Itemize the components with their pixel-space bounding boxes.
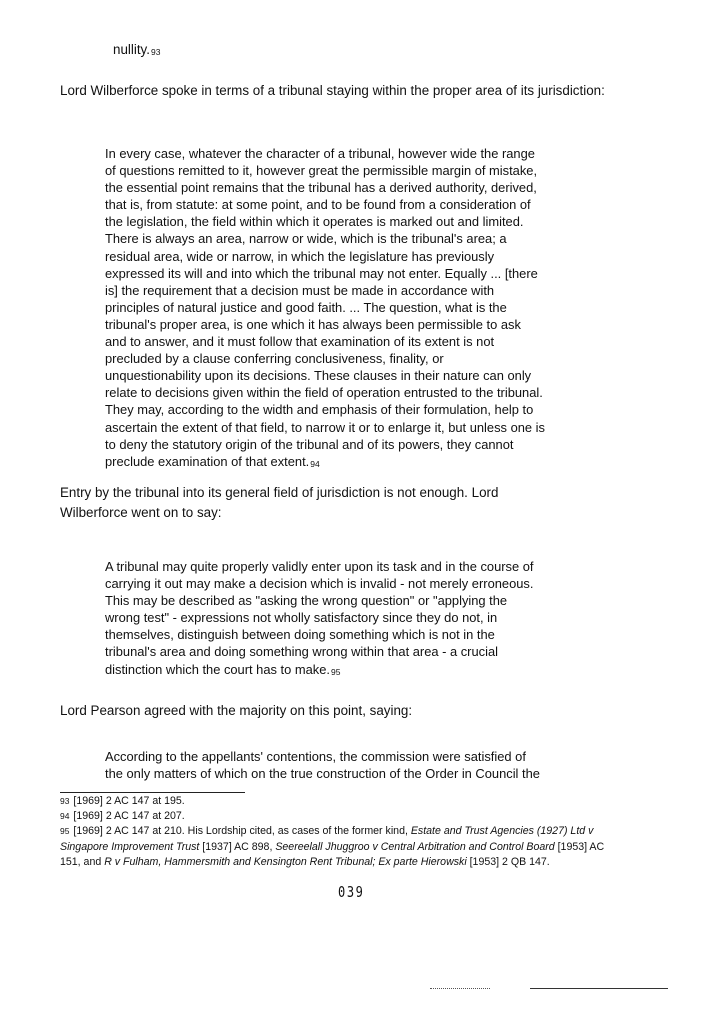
footnote-text: [1969] 2 AC 147 at 207. xyxy=(73,810,185,823)
footnotes xyxy=(60,794,625,870)
quote-last-line xyxy=(105,453,619,473)
footnote-95 xyxy=(60,824,625,870)
footnote-separator xyxy=(60,792,245,793)
quote-line: There is always an area, narrow or wide, which is the tribunal's area; a xyxy=(105,231,507,247)
footnote-text: [1969] 2 AC 147 at 210. His Lordship cited, as cases of the former kind, xyxy=(73,825,411,838)
quote-line: the legislation, the field within which it operates is marked out and limited. xyxy=(105,214,524,230)
quote-line: precluded by a clause conferring conclusiveness, finality, or xyxy=(105,351,444,367)
case-citation: Seereelall Jhuggroo v Central Arbitration and Control Board xyxy=(275,840,555,853)
top-fragment xyxy=(113,40,160,62)
intro-pearson-text: Lord Pearson agreed with the majority on this point, saying: xyxy=(60,703,413,718)
footnote-93 xyxy=(60,794,625,809)
quote-line: the only matters of which on the true construction of the Order in Council the xyxy=(105,766,540,782)
intro-paragraph-entry xyxy=(60,483,620,523)
quote-line: of questions remitted to it, however great the permissible margin of mistake, xyxy=(105,163,538,179)
intro-paragraph-wilberforce xyxy=(60,80,615,101)
footnote-text: [1953] 2 QB 147. xyxy=(466,855,550,868)
page-number: 039 xyxy=(338,883,365,901)
quote-line: They may, according to the width and emphasis of their formulation, help to xyxy=(105,402,534,418)
footnote-ref-94: 94 xyxy=(310,458,320,469)
footnote-number: 93 xyxy=(60,796,70,806)
intro-entry-line-1: Entry by the tribunal into its general field of jurisdiction is not enough. Lord xyxy=(60,485,499,500)
footnote-number: 95 xyxy=(60,826,70,837)
quote-line: the essential point remains that the tribunal has a derived authority, derived, xyxy=(105,180,537,196)
quote-line: tribunal's area and doing something wrong within that area - a crucial xyxy=(105,644,498,660)
quote-line: ascertain the extent of that field, to narrow it or to enlarge it, but unless one is xyxy=(105,419,545,435)
quote-line: themselves, distinguish between doing something which is not in the xyxy=(105,627,495,643)
footnote-number: 94 xyxy=(60,811,70,822)
scan-artifact-line xyxy=(430,988,490,989)
footnote-text: [1969] 2 AC 147 at 195. xyxy=(73,795,185,807)
quote-line: This may be described as "asking the wrong question" or "applying the xyxy=(105,593,508,609)
footnote-text: [1953] AC 151, and xyxy=(60,840,605,868)
quote-line: unquestionability upon its decisions. These clauses in their nature can only xyxy=(105,368,532,384)
quote-last-line xyxy=(105,661,619,681)
top-fragment-text: nullity. xyxy=(113,42,150,57)
quote-line: wrong test" - expressions not wholly satisfactory since they do not, in xyxy=(105,610,498,626)
footnote-ref-95: 95 xyxy=(330,666,341,677)
intro-wilberforce-text: Lord Wilberforce spoke in terms of a tribunal staying within the proper area of its jurisdiction: xyxy=(60,83,605,98)
scan-artifact-line xyxy=(530,988,668,989)
quote-line: tribunal's proper area, is one which it has always been permissible to ask xyxy=(105,316,521,332)
quote-line: distinction which the court has to make. xyxy=(105,661,330,677)
quote-line: expressed its will and into which the tribunal may not enter. Equally ... [there xyxy=(105,265,538,281)
block-quote-wilberforce-2 xyxy=(105,558,619,681)
quote-line: A tribunal may quite properly validly enter upon its task and in the course of xyxy=(105,559,534,574)
footnote-text: [1937] AC 898, xyxy=(199,840,276,853)
case-citation: R v Fulham, Hammersmith and Kensington Rent Tribunal; Ex parte Hierowski xyxy=(104,855,467,868)
quote-line: preclude examination of that extent. xyxy=(105,453,310,469)
quote-line: According to the appellants' contentions, the commission were satisfied of xyxy=(105,749,526,764)
quote-line: principles of natural justice and good faith. ... The question, what is the xyxy=(105,299,507,315)
quote-line: that is, from statute: at some point, and to be found from a consideration of xyxy=(105,197,531,213)
quote-line: is] the requirement that a decision must be made in accordance with xyxy=(105,282,495,298)
quote-line: In every case, whatever the character of a tribunal, however wide the range xyxy=(105,146,535,161)
quote-line: carrying it out may make a decision which is invalid - not merely erroneous. xyxy=(105,576,534,592)
quote-line: residual area, wide or narrow, in which the legislature has previously xyxy=(105,248,495,264)
intro-entry-line-2: Wilberforce went on to say: xyxy=(60,505,222,520)
footnote-ref-93: 93 xyxy=(150,47,161,57)
block-quote-wilberforce-1 xyxy=(105,145,619,473)
block-quote-pearson xyxy=(105,748,619,782)
case-citation: Estate and Trust Agencies (1927) Ltd v Singapore Improvement Trust xyxy=(60,825,594,853)
quote-line: relate to decisions given within the field of operation entrusted to the tribunal. xyxy=(105,385,543,401)
quote-line: and to answer, and it must follow that examination of its extent is not xyxy=(105,334,495,350)
footnote-94 xyxy=(60,809,625,824)
intro-paragraph-pearson xyxy=(60,701,620,721)
quote-line: to deny the statutory origin of the tribunal and of its powers, they cannot xyxy=(105,436,514,452)
